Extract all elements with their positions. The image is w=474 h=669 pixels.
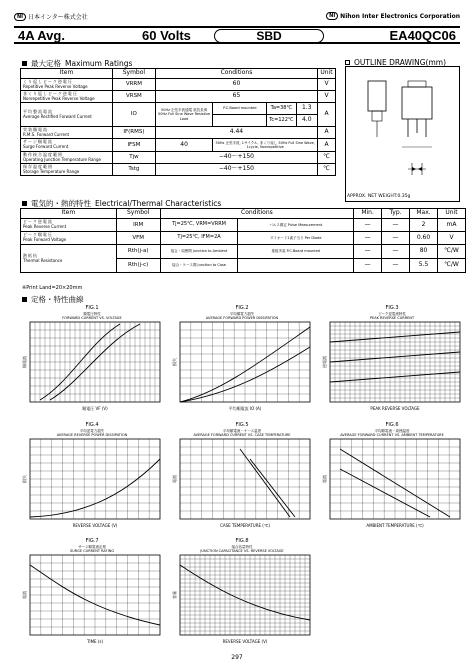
- x-axis-label: AMBIENT TEMPERATURE (℃): [366, 523, 424, 528]
- table-row: 熱抵抗 Thermal Resistance Rth(j-a) 接合・周囲間 Junction to Ambient 基板実装 P.C.Board mounted — — 80 ℃/W: [21, 245, 466, 259]
- figure-5: [172, 422, 312, 529]
- figure-title: 平均逆電力損失: [79, 429, 105, 433]
- figure-title: 平均順電力損失: [229, 312, 255, 316]
- figure-4: [22, 422, 162, 529]
- figure-label: FIG.8: [235, 538, 249, 544]
- figure-title: ピーク逆電流特性: [378, 312, 406, 316]
- figure-title: サージ順電流定格: [78, 545, 106, 549]
- figure-label: FIG.1: [85, 305, 99, 311]
- figure-title: 平均順電流－周囲温度: [374, 429, 410, 433]
- outline-heading: OUTLINE DRAWING(mm): [345, 58, 446, 67]
- figure-8: [172, 538, 312, 645]
- figure-label: FIG.6: [385, 422, 399, 428]
- figure-plot: [322, 320, 462, 412]
- table-row: ピーク逆電流 Peak Reverse Current IRM Tj=25℃, VRM=VRRM パルス測定 Pulse Measurement — — 2 mA: [21, 219, 466, 232]
- max-ratings-table: [20, 68, 336, 176]
- y-axis-label: 電流: [322, 475, 327, 483]
- figure-7: [22, 538, 162, 645]
- figure-plot: [22, 553, 162, 645]
- table-row: 実効順電流 R.M.S. Forward Current IF(RMS) 4.44 A: [21, 127, 336, 139]
- y-axis-label: 逆電流: [322, 356, 327, 368]
- figure-plot: [22, 320, 162, 412]
- company-name-en: Nihon Inter Electronics Corporation: [340, 12, 460, 20]
- figure-subtitle: PEAK REVERSE CURRENT: [369, 316, 415, 320]
- table-row: 非くり返しピーク逆電圧 Nonrepetitive Peak Reverse Voltage VRSM 65 V: [21, 91, 336, 103]
- ni-logo-icon: NI: [14, 13, 26, 21]
- table-row: くり返しピーク逆電圧 Repetitive Peak Reverse Voltage VRRM 60 V: [21, 79, 336, 91]
- table-row: サージ順電流 Surge Forward Current IFSM 40 50Hz 正弦半波, 1サイクル, 非くり返し 50Hz Full Sine Wave, 1cycle, Nonrepetitive A: [21, 139, 336, 152]
- x-axis-label: PEAK REVERSE VOLTAGE: [370, 406, 420, 411]
- y-axis-label: 電流: [22, 591, 27, 599]
- y-axis-label: 電流: [172, 475, 177, 483]
- square-bullet-icon: [22, 61, 27, 66]
- max-ratings-heading: 最大定格 Maximum Ratings: [22, 58, 132, 69]
- x-axis-label: REVERSE VOLTAGE (V): [222, 639, 268, 644]
- figure-plot: [322, 437, 462, 529]
- y-axis-label: 容量: [172, 591, 177, 599]
- figure-title: 接合容量特性: [231, 545, 253, 549]
- figure-subtitle: FORWARD CURRENT VS. VOLTAGE: [62, 316, 122, 320]
- table-row: ピーク順電圧 Peak Forward Voltage VFM Tj=25℃, IFM=2A ダイオード1素子当り Per Diode — — 0.60 V: [21, 232, 466, 245]
- company-logo-left: [14, 12, 88, 21]
- curves-heading: 定格・特性曲線: [22, 294, 84, 305]
- outline-drawing: [345, 66, 460, 202]
- voltage-rating: 60 Volts: [142, 27, 191, 43]
- figure-subtitle: JUNCTION CAPACITANCE VS. REVERSE VOLTAGE: [200, 549, 284, 553]
- elec-heading: 電気的・熱的特性 Electrical/Thermal Characteristics: [22, 198, 221, 209]
- figure-subtitle: AVERAGE FORWARD POWER DISSIPATION: [205, 316, 279, 320]
- avg-current: 4A Avg.: [18, 27, 65, 43]
- table-row: Tc=122℃ 4.0: [21, 115, 336, 127]
- square-outline-icon: [345, 60, 350, 65]
- x-axis-label: 平均順電流 IO (A): [228, 406, 262, 411]
- elec-characteristics-table: [20, 208, 466, 273]
- figure-plot: [172, 320, 312, 412]
- figure-subtitle: SURGE CURRENT RATING: [69, 549, 115, 553]
- figure-2: [172, 305, 312, 412]
- figure-title: 順電圧特性: [83, 312, 101, 316]
- title-bar: [14, 26, 460, 44]
- figure-subtitle: AVERAGE FORWARD CURRENT VS. AMBIENT TEMPERATURE: [340, 433, 444, 437]
- figure-subtitle: AVERAGE FORWARD CURRENT VS. CASE TEMPERATURE: [193, 433, 291, 437]
- table-row: Rth(j-c) 接合・ケース間 Junction to Case — — 5.5 ℃/W: [21, 259, 466, 273]
- net-weight: APPROX. NET WEIGHT:0.35g: [347, 194, 411, 199]
- device-type: SBD: [214, 29, 324, 43]
- print-land-note: ※Print Land=20×20mm: [22, 285, 83, 291]
- page-header: [14, 10, 460, 24]
- table-row: 保存温度範囲 Storage Temperature Range Tstg −40～+150 ℃: [21, 164, 336, 176]
- table-header-row: Item Symbol Conditions Min. Typ. Max. Unit: [21, 209, 466, 219]
- figure-label: FIG.4: [85, 422, 99, 428]
- figure-6: [322, 422, 462, 529]
- package-drawing-icon: [346, 67, 461, 197]
- table-row: 平均整流電流 Average Rectified Forward Current IO 50Hz 正弦半波通電 抵抗負荷 50Hz Full Sine Wave Resistive Load P.C.Board mounted Ta=38℃ 1.3 A: [21, 103, 336, 115]
- y-axis-label: 損失: [172, 358, 177, 366]
- figure-label: FIG.7: [85, 538, 99, 544]
- square-bullet-icon: [22, 201, 27, 206]
- x-axis-label: TIME (s): [86, 639, 104, 644]
- figure-label: FIG.2: [235, 305, 249, 311]
- ni-logo-icon: NI: [326, 12, 338, 20]
- table-row: 動作接合温度範囲 Operating Junction Temperature Range Tjw −40～+150 ℃: [21, 152, 336, 164]
- y-axis-label: 順電流: [22, 356, 27, 368]
- x-axis-label: 順電圧 VF (V): [82, 406, 108, 411]
- figure-3: [322, 305, 462, 412]
- figure-plot: [172, 437, 312, 529]
- figure-label: FIG.3: [385, 305, 399, 311]
- y-axis-label: 損失: [22, 475, 27, 483]
- table-header-row: Item Symbol Conditions Unit: [21, 69, 336, 79]
- square-bullet-icon: [22, 297, 27, 302]
- page-number: 297: [231, 654, 243, 661]
- x-axis-label: REVERSE VOLTAGE (V): [72, 523, 118, 528]
- figure-1: [22, 305, 162, 412]
- company-name-jp: 日本インター株式会社: [28, 14, 88, 21]
- company-logo-right: [326, 12, 460, 20]
- figure-plot: [172, 553, 312, 645]
- part-number: EA40QC06: [389, 27, 456, 43]
- figure-subtitle: AVERAGE REVERSE POWER DISSIPATION: [56, 433, 128, 437]
- figure-plot: [22, 437, 162, 529]
- figure-label: FIG.5: [235, 422, 249, 428]
- figure-title: 平均順電流－ケース温度: [222, 429, 262, 433]
- x-axis-label: CASE TEMPERATURE (℃): [220, 523, 270, 528]
